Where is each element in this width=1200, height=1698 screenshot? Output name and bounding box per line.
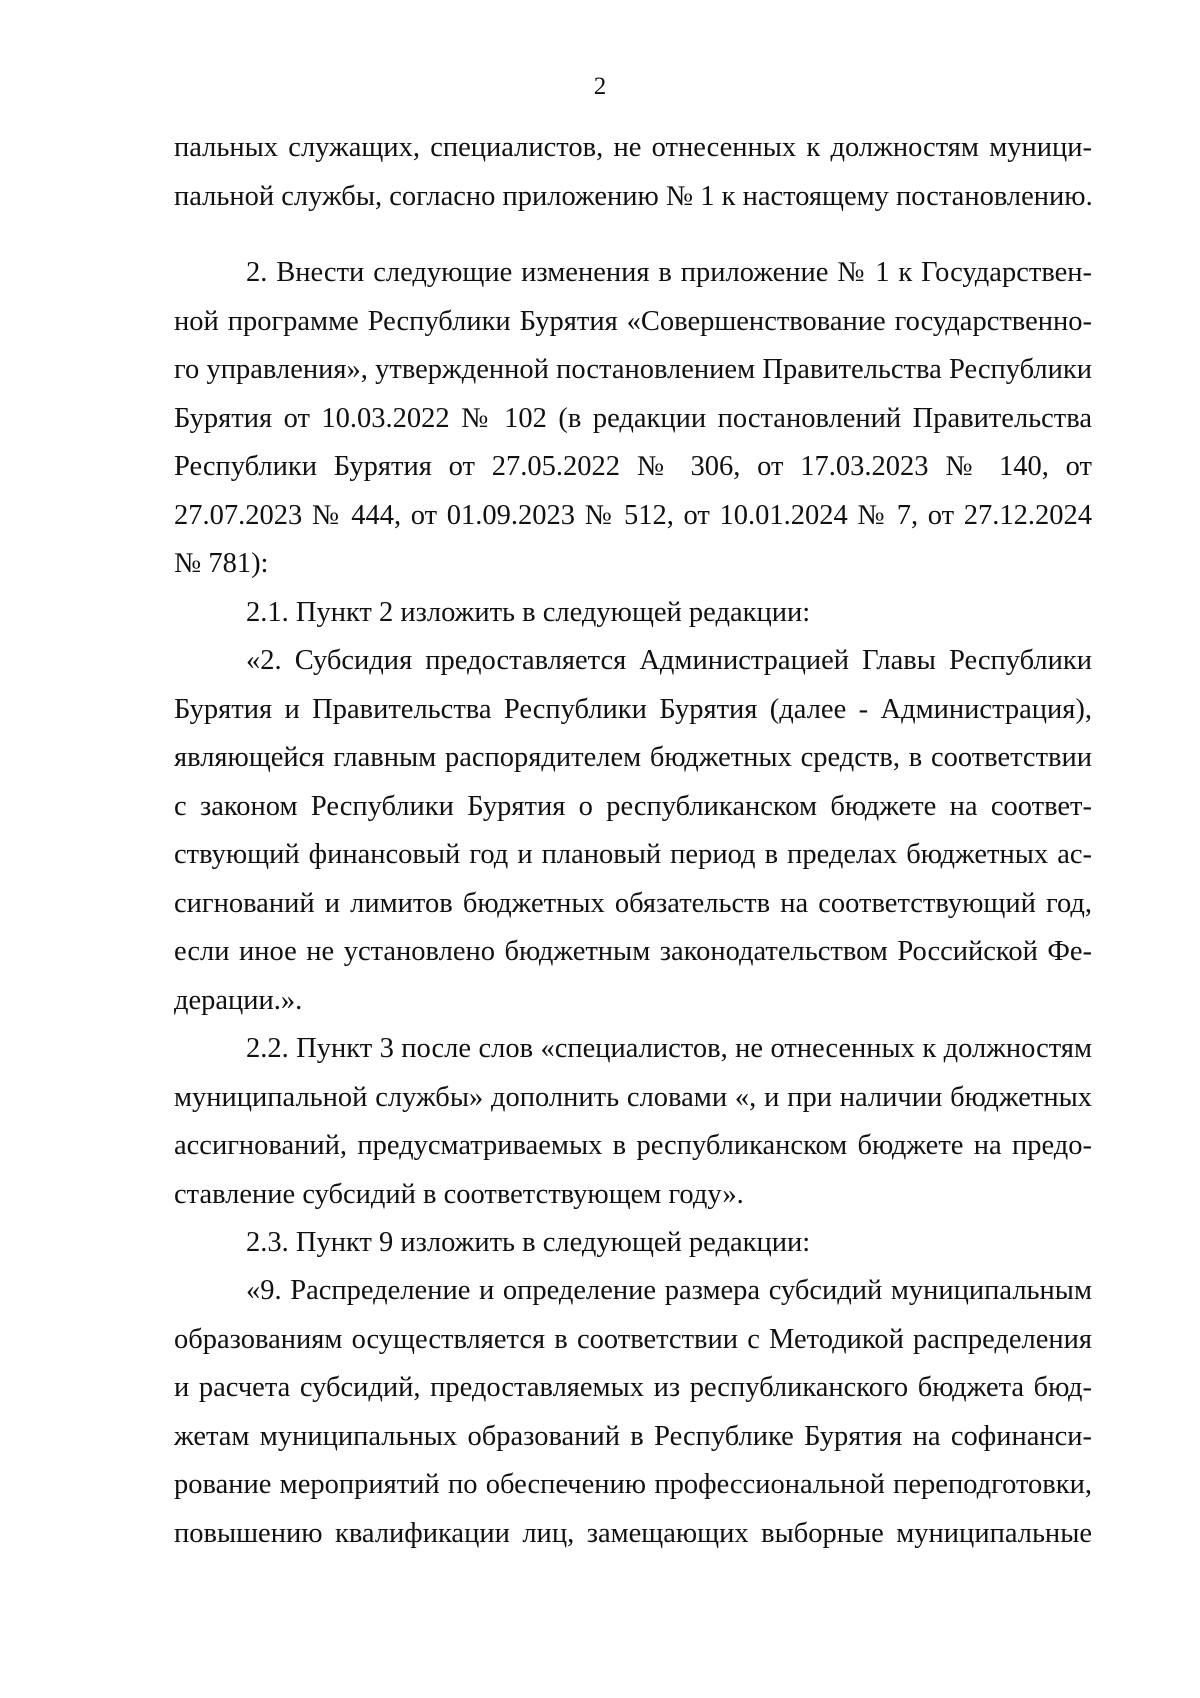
text-line: «2. Субсидия предоставляется Администрацией Главы Республики xyxy=(246,645,1092,676)
text-line: ствующий финансовый год и плановый период в пределах бюджетных ас- xyxy=(174,839,1092,870)
paragraph-item-2-1 xyxy=(174,589,1092,638)
text-line: пальной службы, согласно приложению № 1 к настоящему постановлению. xyxy=(174,180,1093,212)
text-line: Республики Бурятия от 27.05.2022 № 306, от 17.03.2023 № 140, от xyxy=(174,451,1092,482)
text-line: и расчета субсидий, предоставляемых из республиканского бюджета бюд- xyxy=(174,1372,1092,1403)
paragraph-item-2-2 xyxy=(174,1025,1092,1219)
text-line: образованиям осуществляется в соответствии с Методикой распределения xyxy=(174,1323,1092,1355)
text-line: 2.2. Пункт 3 после слов «специалистов, не отнесенных к должностям xyxy=(246,1033,1092,1064)
text-line: сигнований и лимитов бюджетных обязательств на соответствующий год, xyxy=(174,887,1092,919)
text-line: пальных служащих, специалистов, не отнесенных к должностям муници- xyxy=(174,132,1092,163)
text-line: 2.3. Пункт 9 изложить в следующей редакции: xyxy=(246,1227,811,1258)
text-line: Бурятия и Правительства Республики Бурятия (далее - Администрация), xyxy=(174,693,1092,725)
text-line: если иное не установлено бюджетным законодательством Российской Фе- xyxy=(174,936,1092,967)
text-line: го управления», утвержденной постановлением Правительства Республики xyxy=(174,354,1092,385)
paragraph-item-2-3-text xyxy=(174,1267,1092,1558)
paragraph-item-2 xyxy=(174,249,1092,589)
text-line: дерации.». xyxy=(174,984,303,1016)
text-line: 2. Внести следующие изменения в приложение № 1 к Государствен- xyxy=(246,257,1092,288)
paragraph-item-2-3 xyxy=(174,1219,1092,1268)
text-line: муниципальной службы» дополнить словами «, и при наличии бюджетных xyxy=(174,1081,1092,1113)
text-line: являющейся главным распорядителем бюджетных средств, в соответствии xyxy=(174,742,1092,773)
text-line: Бурятия от 10.03.2022 № 102 (в редакции постановлений Правительства xyxy=(174,402,1092,434)
paragraph-item-2-1-text xyxy=(174,637,1092,1025)
text-line: «9. Распределение и определение размера субсидий муниципальным xyxy=(246,1275,1092,1306)
text-line: № 781): xyxy=(174,548,269,579)
text-line: 27.07.2023 № 444, от 01.09.2023 № 512, от 10.01.2024 № 7, от 27.12.2024 xyxy=(174,499,1092,531)
paragraph-intro-continuation xyxy=(174,124,1092,221)
page-number: 2 xyxy=(593,73,607,100)
text-line: жетам муниципальных образований в Республике Бурятия на софинанси- xyxy=(174,1420,1092,1452)
text-line: с законом Республики Бурятия о республиканском бюджете на соответ- xyxy=(174,790,1092,822)
text-line: ассигнований, предусматриваемых в республиканском бюджете на предо- xyxy=(174,1130,1092,1161)
text-line: ной программе Республики Бурятия «Совершенствование государственно- xyxy=(174,305,1092,337)
text-line: повышению квалификации лиц, замещающих выборные муниципальные xyxy=(174,1517,1092,1549)
text-line: рование мероприятий по обеспечению профессиональной переподготовки, xyxy=(174,1469,1092,1500)
text-line: 2.1. Пункт 2 изложить в следующей редакции: xyxy=(246,597,811,628)
text-line: ставление субсидий в соответствующем году». xyxy=(174,1178,744,1210)
